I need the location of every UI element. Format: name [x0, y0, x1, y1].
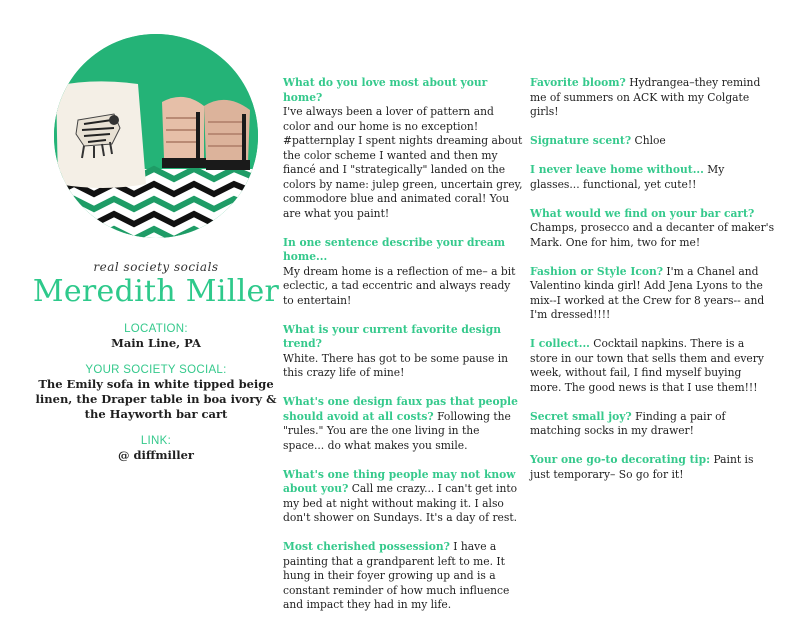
answer: White. There has got to be some pause in this crazy life of mine! — [283, 351, 509, 379]
answer: Chloe — [634, 134, 666, 147]
link-label: LINK: — [140, 435, 172, 447]
question: I never leave home without... — [530, 163, 704, 176]
answer: Paint is just temporary– So go for it! — [530, 453, 754, 481]
answer: I have a painting that a grandparent left to me. It hung in their foyer growing up and is a constant reminder of how much influence and impact they had in my life. — [283, 540, 510, 611]
answer: Champs, prosecco and a decanter of maker's Mark. One for him, two for me! — [530, 221, 775, 249]
answer: Finding a pair of matching socks in my drawer! — [530, 409, 726, 437]
qa-item — [283, 468, 523, 526]
answer: Following the "rules." You are the one living in the space... do what makes you smile. — [283, 409, 511, 452]
qa-item — [530, 265, 775, 323]
question: Signature scent? — [530, 134, 632, 147]
question: What's one design faux pas that people should avoid at all costs? — [283, 395, 518, 423]
answer: Cocktail napkins. There is a store in our town that sells them and every week, without fail, I find myself buying more. The good news is that I use them!!! — [530, 337, 764, 394]
qa-item — [283, 395, 523, 453]
question: Fashion or Style Icon? — [530, 264, 663, 278]
qa-item — [530, 410, 775, 439]
question: What is your current favorite design trend? — [283, 322, 501, 350]
qa-item — [530, 163, 775, 192]
social-label: YOUR SOCIETY SOCIAL: — [85, 364, 227, 376]
profile-name: Meredith Miller — [32, 274, 280, 309]
qa-column-1 — [283, 76, 523, 627]
qa-item — [530, 134, 775, 149]
question: Favorite bloom? — [530, 76, 626, 89]
question: What do you love most about your home? — [283, 76, 488, 104]
answer: My dream home is a reflection of me– a bit eclectic, a tad eccentric and always ready to entertain! — [283, 264, 516, 307]
qa-item — [283, 540, 523, 613]
link-value[interactable]: @ diffmiller — [117, 448, 194, 462]
question: In one sentence describe your dream home... — [283, 235, 506, 263]
section-eyebrow: real society socials — [93, 260, 219, 274]
answer: Call me crazy... I can't get into my bed at night without making it. I also don't shower on Sundays. It's a day of rest. — [283, 482, 518, 524]
answer: I've always been a lover of pattern and color and our home is no exception! #patternplay I spent nights dreaming about the color scheme I wanted and then my fiancé and I "strategically" landed on the colors by name: julep green, uncertain grey, commodore blue and animated coral! You are what you paint! — [283, 105, 523, 220]
location-value: Main Line, PA — [111, 336, 201, 350]
question: What's one thing people may not know about you? — [283, 467, 516, 495]
qa-item — [530, 337, 775, 395]
answer: I'm a Chanel and Valentino kinda girl! Add Jena Lyons to the mix--I worked at the Crew for 8 years-- and I'm dressed!!!! — [530, 264, 765, 321]
studded-heels — [162, 97, 250, 170]
question: Your one go-to decorating tip: — [530, 453, 711, 466]
qa-item — [530, 76, 775, 120]
qa-column-2 — [530, 76, 775, 497]
answer: Hydrangea–they remind me of summers on ACK with my Colgate girls! — [530, 76, 761, 118]
question: What would we find on your bar cart? — [530, 206, 755, 220]
question: Secret small joy? — [530, 409, 632, 423]
qa-item — [283, 323, 523, 381]
tiger-pillow — [56, 81, 146, 188]
photo-illustration — [54, 34, 258, 238]
answer: My glasses... functional, yet cute!! — [530, 163, 725, 191]
location-label: LOCATION: — [124, 323, 188, 335]
qa-item — [283, 236, 523, 309]
question: I collect... — [530, 337, 590, 350]
social-value: The Emily sofa in white tipped beige linen, the Draper table in boa ivory & the Hayworth bar cart — [35, 377, 277, 421]
qa-item — [283, 76, 523, 221]
profile-photo — [54, 34, 258, 238]
profile-panel — [26, 34, 286, 463]
qa-item — [530, 453, 775, 482]
qa-item — [530, 207, 775, 251]
question: Most cherished possession? — [283, 540, 450, 553]
